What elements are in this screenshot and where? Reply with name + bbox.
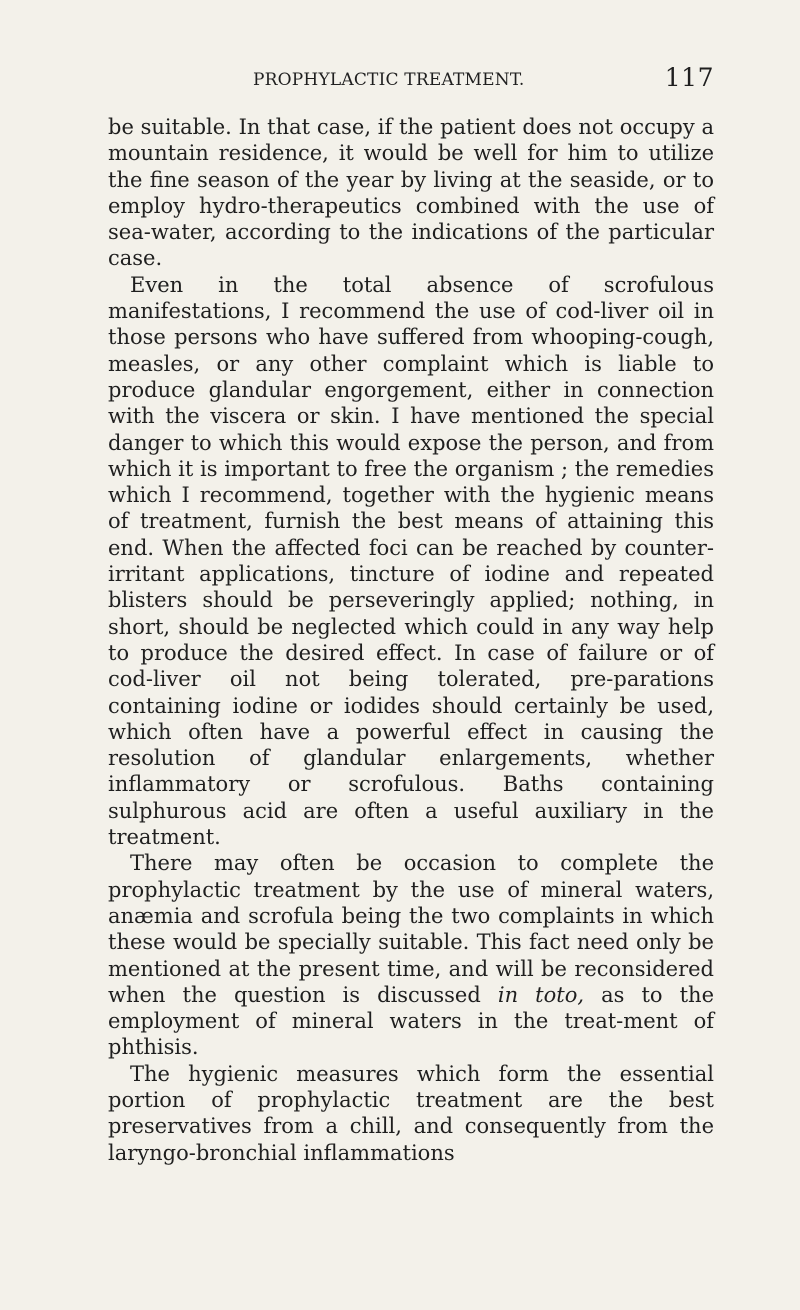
page-number: 117 xyxy=(664,63,714,92)
running-header xyxy=(108,58,714,98)
running-title: PROPHYLACTIC TREATMENT. xyxy=(253,70,525,90)
paragraph-continuation: be suitable. In that case, if the patient does not occupy a mountain residence, it would be well for him to utilize the fine season of the year by living at the seaside, or to employ hydro-therapeutics combined with the use of sea-water, according to the indications of the particular case. xyxy=(108,115,714,271)
paragraph-mineral-waters-text-2: as to the employment of mineral waters in the treat-ment of phthisis. xyxy=(108,982,715,1060)
paragraph-hygienic-measures: The hygienic measures which form the essential portion of prophylactic treatment are the best preservatives from a chill, and consequently from the laryngo-bronchial inflammations xyxy=(108,1061,714,1165)
body-text xyxy=(108,114,714,1166)
paragraph-cod-liver-oil: Even in the total absence of scrofulous manifestations, I recommend the use of cod-liver oil in those persons who have suffered from whooping-cough, measles, or any other complaint which is liable to produce glandular engorgement, either in connection with the viscera or skin. I have mentioned the special danger to which this would expose the person, and from which it is important to free the organism ; the remedies which I recommend, together with the hygienic means of treatment, furnish the best means of attaining this end. When the affected foci can be reached by counter-irritant applications, tincture of iodine and repeated blisters should be perseveringly applied; nothing, in short, should be neglected which could in any way help to produce the desired effect. In case of failure or of cod-liver oil not being tolerated, pre-parations containing iodine or iodides should certainly be used, which often have a powerful effect in causing the resolution of glandular enlargements, whether inflammatory or scrofulous. Baths containing sulphurous acid are often a useful auxiliary in the treatment. xyxy=(108,272,714,850)
latin-phrase-in-toto: in toto, xyxy=(497,982,585,1007)
paragraph-mineral-waters-text-1: There may often be occasion to complete the prophylactic treatment by the use of mineral waters, anæmia and scrofula being the two complaints in which these would be specially suitable. This fact need only be mentioned at the present time, and will be reconsidered when the question is discussed xyxy=(108,851,714,1007)
paragraph-mineral-waters xyxy=(108,850,714,1060)
